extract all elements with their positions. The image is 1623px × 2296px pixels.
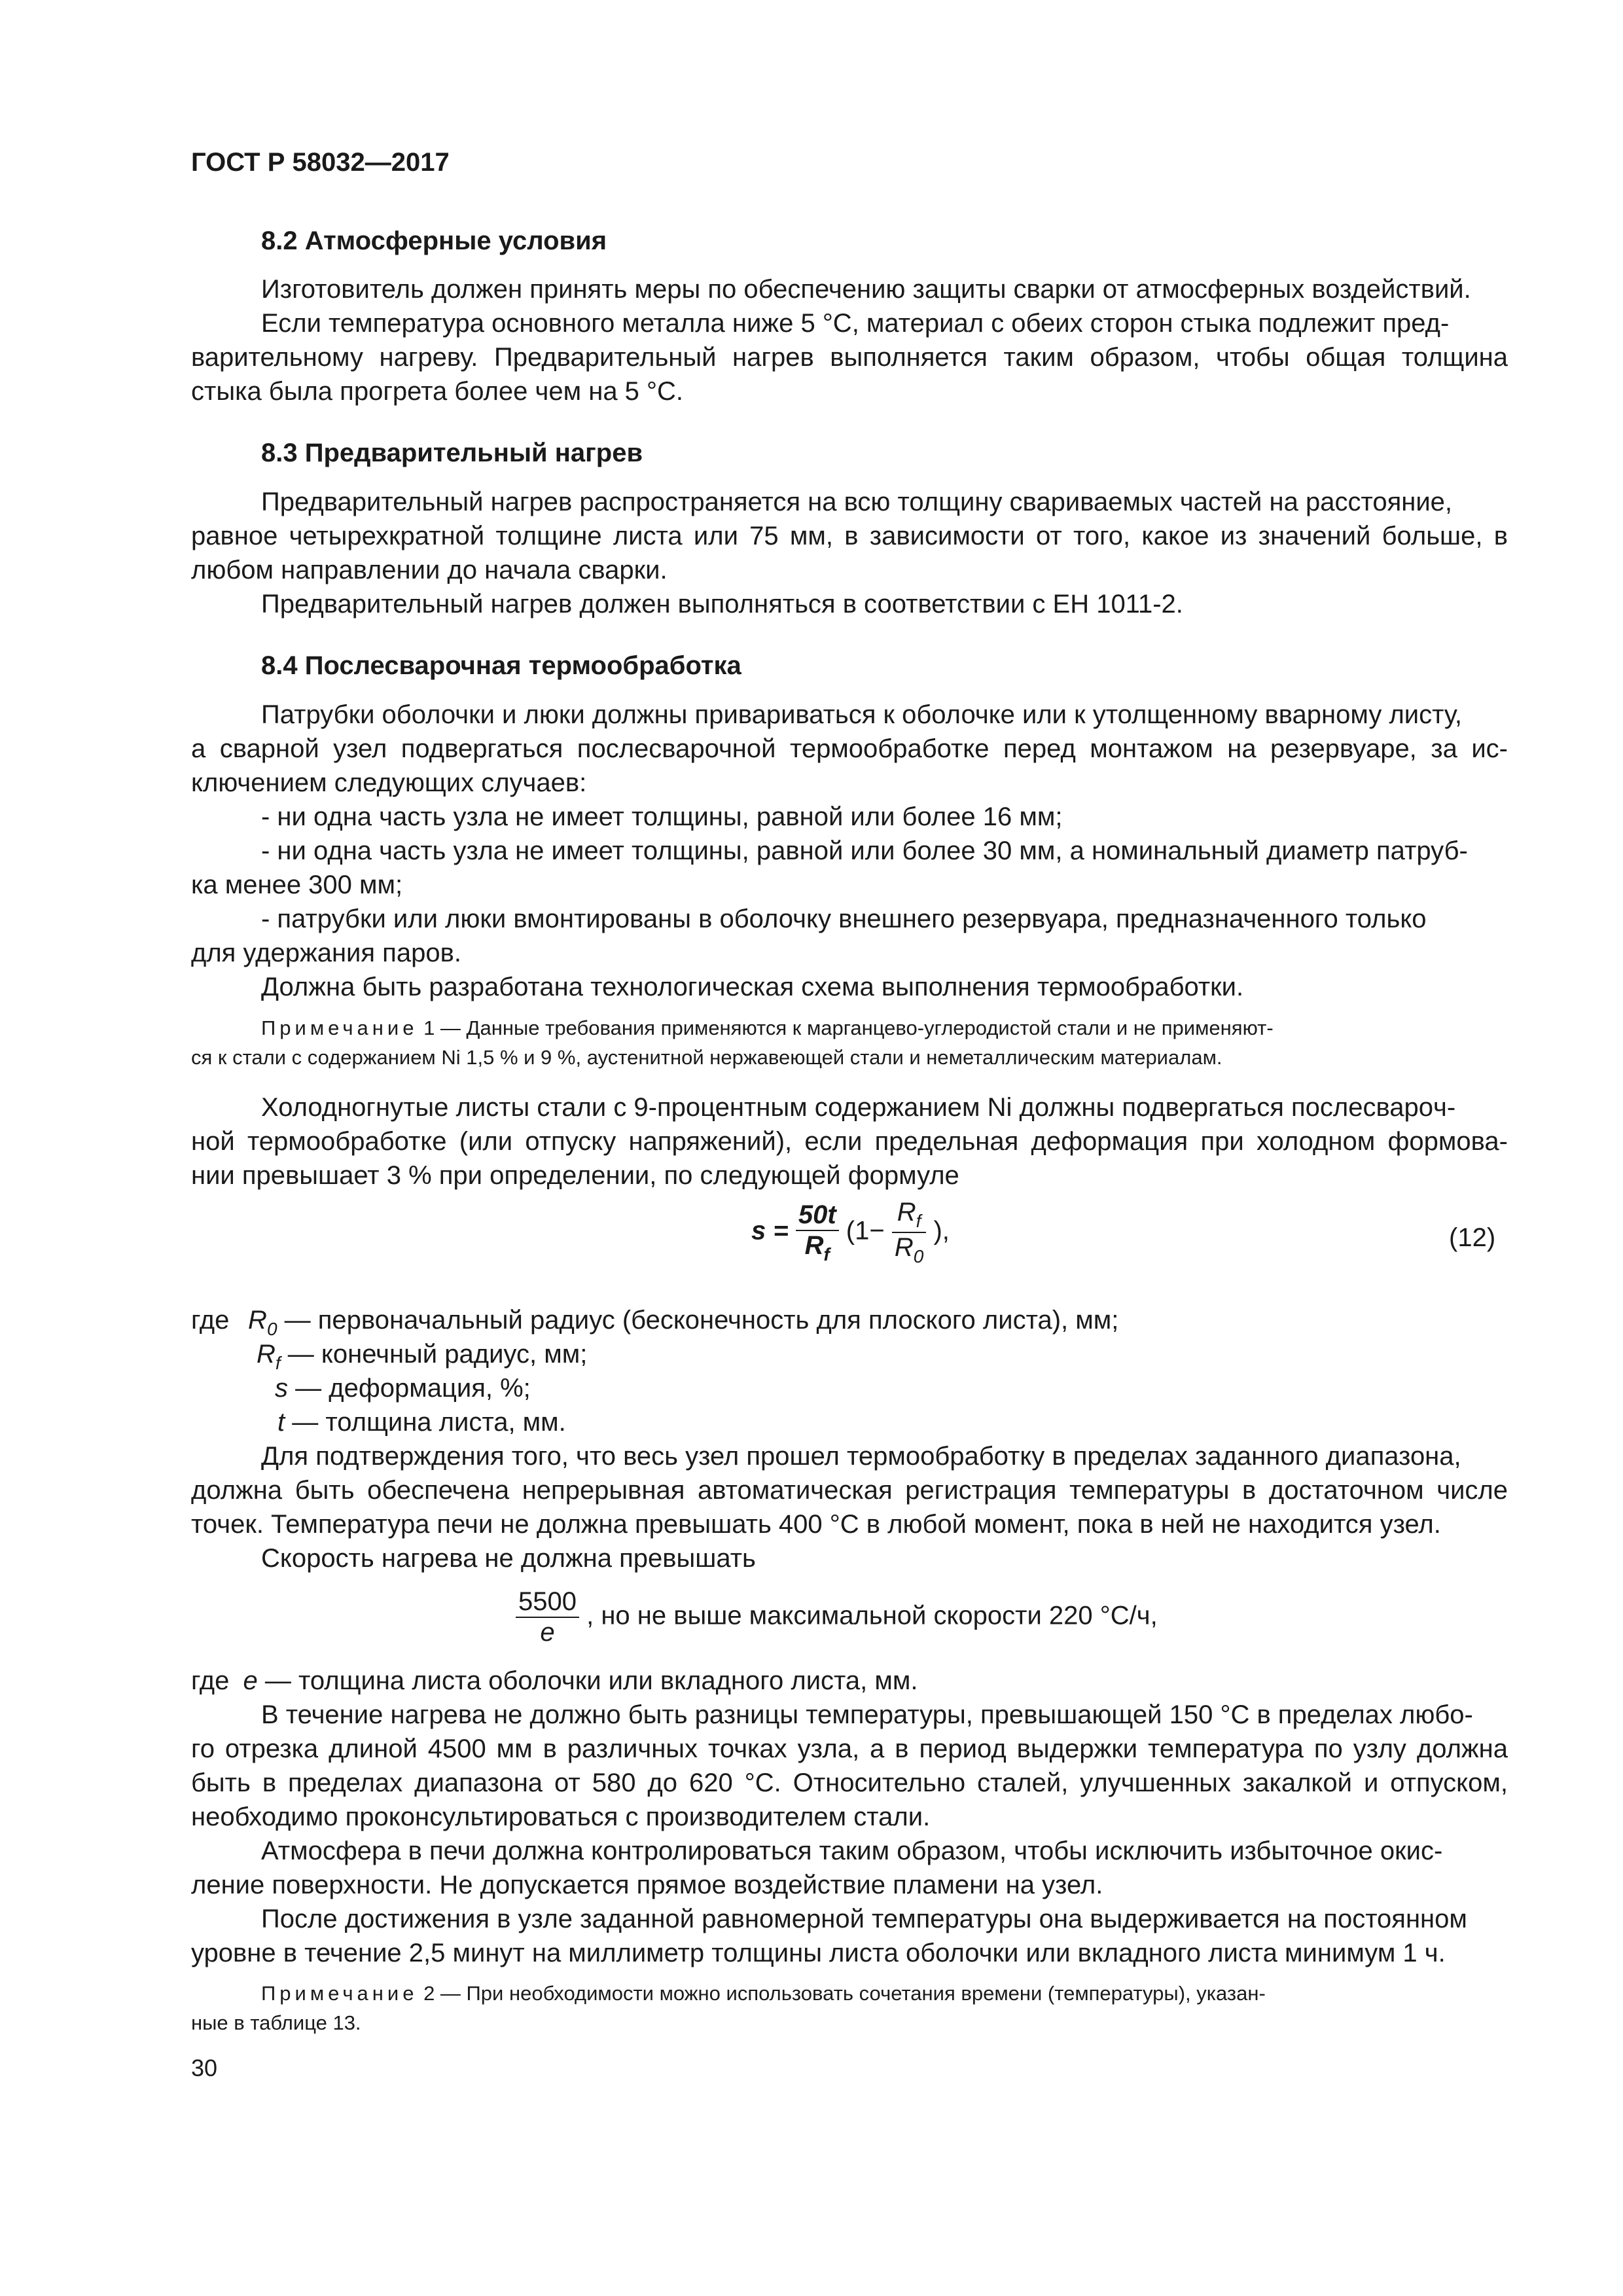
p3-line-4: необходимо проконсультироваться с производителем стали. bbox=[191, 1803, 931, 1831]
p3-line-7: После достижения в узле заданной равномерной температуры она выдерживается на постоянном bbox=[261, 1905, 1467, 1933]
where-s bbox=[275, 1374, 531, 1403]
rate-denominator: e bbox=[540, 1618, 555, 1647]
s-symbol: s bbox=[275, 1374, 288, 1403]
s84-line-10: Холодногнутые листы стали с 9-процентным содержанием Ni должны подвергаться послесварoч- bbox=[261, 1093, 1456, 1122]
where2-label: где bbox=[191, 1666, 230, 1695]
formula-fraction-2 bbox=[892, 1198, 926, 1267]
t-symbol: t bbox=[277, 1408, 285, 1437]
s84-line-1: Патрубки оболочки и люки должны привариваться к оболочке или к утолщенному вварному листу, bbox=[261, 700, 1462, 729]
rf-symbol: $R_f$ bbox=[257, 1340, 281, 1373]
formula-lhs: s = bbox=[751, 1216, 789, 1246]
s84-line-9: Должна быть разработана технологическая схема выполнения термообработки. bbox=[261, 973, 1244, 1001]
p3-line-8: уровне в течение 2,5 минут на миллиметр толщины листа оболочки или вкладного листа минимум 1 ч. bbox=[191, 1939, 1446, 1967]
r0-symbol: $R_0$ bbox=[248, 1306, 277, 1339]
p2-line-2: должна быть обеспечена непрерывная автоматическая регистрация температуры в достаточном числе bbox=[191, 1476, 1508, 1505]
s82-line-1: Изготовитель должен принять меры по обеспечению защиты сварки от атмосферных воздействий. bbox=[261, 275, 1471, 304]
section-8-2-heading: 8.2 Атмосферные условия bbox=[261, 226, 607, 255]
s82-line-4: стыка была прогрета более чем на 5 °С. bbox=[191, 377, 684, 406]
s84-line-4: - ни одна часть узла не имеет толщины, равной или более 16 мм; bbox=[261, 802, 1063, 831]
formula-fraction-1 bbox=[796, 1200, 839, 1265]
p2-line-4: Скорость нагрева не должна превышать bbox=[261, 1544, 756, 1573]
where-rf bbox=[257, 1340, 587, 1374]
rate-fraction bbox=[516, 1587, 579, 1647]
s82-line-3: варительному нагреву. Предварительный нагрев выполняется таким образом, чтобы общая толщина bbox=[191, 343, 1508, 372]
p3-line-2: го отрезка длиной 4500 мм в различных точках узла, а в период выдержки температура по узлу должна bbox=[191, 1734, 1508, 1763]
s84-line-2: а сварной узел подвергаться послесварочной термообработке перед монтажом на резервуаре, за ис- bbox=[191, 734, 1508, 763]
s84-line-5: - ни одна часть узла не имеет толщины, равной или более 30 мм, а номинальный диаметр патруб- bbox=[261, 836, 1468, 865]
section-8-3-heading: 8.3 Предварительный нагрев bbox=[261, 439, 643, 467]
p2-line-3: точек. Температура печи не должна превышать 400 °С в любой момент, пока в ней не находится узел. bbox=[191, 1510, 1441, 1539]
rf-desc: — конечный радиус, мм; bbox=[287, 1340, 588, 1369]
r0-desc: — первоначальный радиус (бесконечность для плоского листа), мм; bbox=[284, 1306, 1119, 1335]
s84-line-7: - патрубки или люки вмонтированы в оболочку внешнего резервуара, предназначенного только bbox=[261, 905, 1427, 933]
s83-line-3: любом направлении до начала сварки. bbox=[191, 556, 668, 584]
note-2-line-2: ные в таблице 13. bbox=[191, 2011, 361, 2034]
note-2-label: Примечание bbox=[261, 1982, 418, 2005]
formula-denominator-2: $R_0$ bbox=[894, 1233, 924, 1266]
formula-numerator-2: $R_f$ bbox=[892, 1198, 926, 1233]
page-number: 30 bbox=[191, 2054, 218, 2081]
s83-line-1: Предварительный нагрев распространяется на всю толщину свариваемых частей на расстояние, bbox=[261, 488, 1453, 516]
p2-line-1: Для подтверждения того, что весь узел прошел термообработку в пределах заданного диапазона, bbox=[261, 1442, 1461, 1471]
p3-line-5: Атмосфера в печи должна контролироваться таким образом, чтобы исключить избыточное окис- bbox=[261, 1837, 1443, 1865]
s84-line-6: ка менее 300 мм; bbox=[191, 870, 403, 899]
where-r0 bbox=[191, 1306, 1118, 1340]
where-t bbox=[277, 1408, 566, 1437]
formula-rate bbox=[516, 1587, 1158, 1647]
formula-open: (1− bbox=[846, 1216, 885, 1246]
s82-line-2: Если температура основного металла ниже 5 °С, материал с обеих сторон стыка подлежит пред- bbox=[261, 309, 1450, 338]
note-1-text: 1 — Данные требования применяются к марганцево-углеродистой стали и не применяют- bbox=[423, 1016, 1274, 1039]
t-desc: — толщина листа, мм. bbox=[292, 1408, 566, 1437]
p3-line-1: В течение нагрева не должно быть разницы температуры, превышающей 150 °С в пределах любо- bbox=[261, 1700, 1473, 1729]
formula-number: (12) bbox=[1449, 1223, 1496, 1252]
s84-line-3: ключением следующих случаев: bbox=[191, 768, 587, 797]
s84-line-11: ной термообработке (или отпуску напряжений), если предельная деформация при холодном формова- bbox=[191, 1127, 1508, 1156]
e-symbol: e bbox=[243, 1666, 258, 1695]
formula-close: ), bbox=[933, 1216, 950, 1246]
note-2-text: 2 — При необходимости можно использовать сочетания времени (температуры), указан- bbox=[423, 1982, 1266, 2005]
rate-numerator: 5500 bbox=[516, 1587, 579, 1618]
rate-text: , но не выше максимальной скорости 220 °С/ч, bbox=[586, 1601, 1158, 1630]
p3-line-3: быть в пределах диапазона от 580 до 620 °С. Относительно сталей, улучшенных закалкой и отпуском, bbox=[191, 1768, 1508, 1797]
note-1-line-2: ся к стали с содержанием Ni 1,5 % и 9 %, аустенитной нержавеющей стали и неметаллическим материалам. bbox=[191, 1046, 1222, 1069]
note-2-line-1 bbox=[261, 1982, 1266, 2005]
formula-12 bbox=[751, 1198, 950, 1267]
s83-line-2: равное четырехкратной толщине листа или 75 мм, в зависимости от того, какое из значений больше, в bbox=[191, 522, 1508, 550]
s84-line-8: для удержания паров. bbox=[191, 939, 461, 967]
note-1-line-1 bbox=[261, 1016, 1274, 1040]
where-e bbox=[191, 1666, 918, 1696]
note-1-label: Примечание bbox=[261, 1016, 418, 1039]
section-8-4-heading: 8.4 Послесварочная термообработка bbox=[261, 651, 741, 680]
formula-numerator-1: 50t bbox=[796, 1200, 839, 1231]
where-label: где bbox=[191, 1306, 230, 1335]
e-desc: — толщина листа оболочки или вкладного листа, мм. bbox=[264, 1666, 918, 1695]
p3-line-6: ление поверхности. Не допускается прямое воздействие пламени на узел. bbox=[191, 1871, 1103, 1899]
formula-denominator-1: $R_f$ bbox=[804, 1230, 830, 1265]
s84-line-12: нии превышает 3 % при определении, по следующей формуле bbox=[191, 1161, 959, 1190]
document-header: ГОСТ Р 58032—2017 bbox=[191, 148, 450, 177]
s-desc: — деформация, %; bbox=[295, 1374, 531, 1403]
s83-line-4: Предварительный нагрев должен выполняться в соответствии с ЕН 1011-2. bbox=[261, 590, 1183, 619]
